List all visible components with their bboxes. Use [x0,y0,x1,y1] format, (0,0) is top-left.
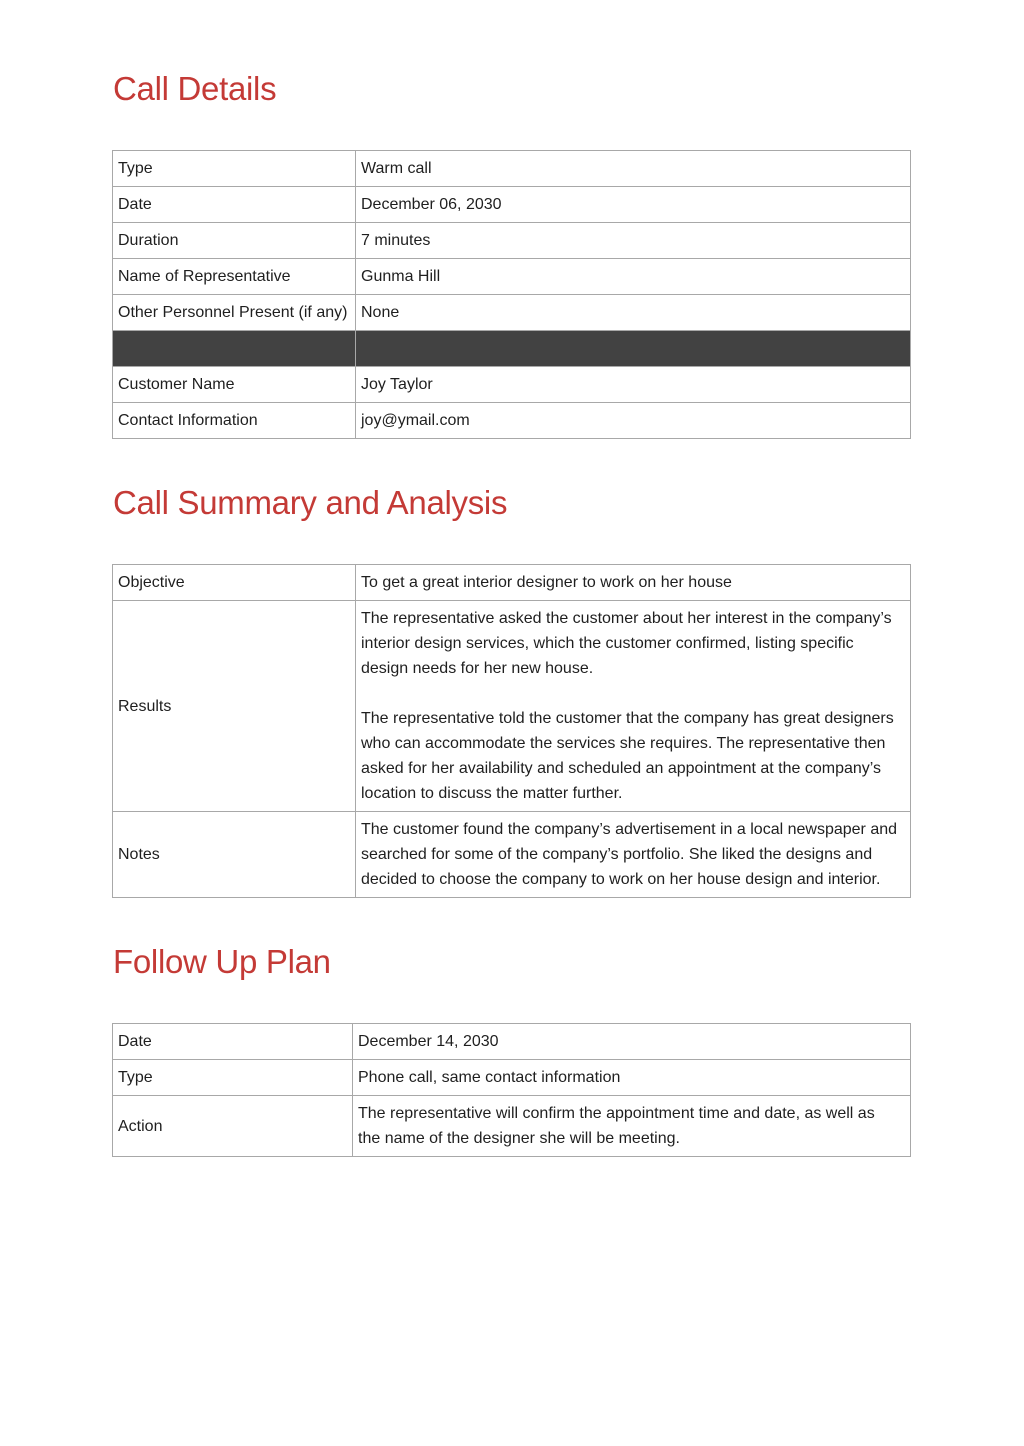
row-value: None [356,295,911,331]
table-row [113,367,911,403]
row-label: Action [113,1096,353,1157]
table-row [113,1024,911,1060]
row-value: 7 minutes [356,223,911,259]
results-paragraph: The representative told the customer that the company has great designers who can accommodate the services she requires. The representative then asked for her availability and scheduled an appointment at the company’s location to discuss the matter further. [361,710,894,802]
table-row [113,565,911,601]
row-value: Warm call [356,151,911,187]
row-label: Date [113,187,356,223]
results-label: Results [113,601,356,812]
row-label: Type [113,151,356,187]
row-value: Phone call, same contact information [353,1060,911,1096]
row-value: joy@ymail.com [356,403,911,439]
row-value: The representative will confirm the appointment time and date, as well as the name of the designer she will be meeting. [353,1096,911,1157]
table-row [113,1096,911,1157]
results-paragraph: The representative asked the customer about her interest in the company’s interior design services, which the customer confirmed, listing specific design needs for her new house. [361,610,892,677]
follow-up-table [112,1023,911,1157]
row-label: Other Personnel Present (if any) [113,295,356,331]
table-row [113,259,911,295]
table-row [113,151,911,187]
row-value: Gunma Hill [356,259,911,295]
row-label: Name of Representative [113,259,356,295]
results-value [356,601,911,812]
divider-cell [113,331,356,367]
row-value: Joy Taylor [356,367,911,403]
objective-value: To get a great interior designer to work on her house [356,565,911,601]
call-details-heading: Call Details [113,70,277,107]
row-label: Contact Information [113,403,356,439]
notes-value: The customer found the company’s advertisement in a local newspaper and searched for some of the company’s portfolio. She liked the designs and decided to choose the company to work on her house design and interior. [356,812,911,898]
table-row [113,1060,911,1096]
table-row [113,403,911,439]
objective-label: Objective [113,565,356,601]
call-summary-table [112,564,911,898]
call-summary-heading: Call Summary and Analysis [113,484,508,521]
table-row [113,812,911,898]
row-label: Duration [113,223,356,259]
call-details-table [112,150,911,439]
table-row [113,295,911,331]
table-row [113,223,911,259]
follow-up-heading: Follow Up Plan [113,943,331,980]
notes-label: Notes [113,812,356,898]
table-row [113,601,911,812]
table-row [113,187,911,223]
row-value: December 14, 2030 [353,1024,911,1060]
divider-cell [356,331,911,367]
row-value: December 06, 2030 [356,187,911,223]
row-label: Type [113,1060,353,1096]
row-label: Customer Name [113,367,356,403]
row-label: Date [113,1024,353,1060]
divider-row [113,331,911,367]
